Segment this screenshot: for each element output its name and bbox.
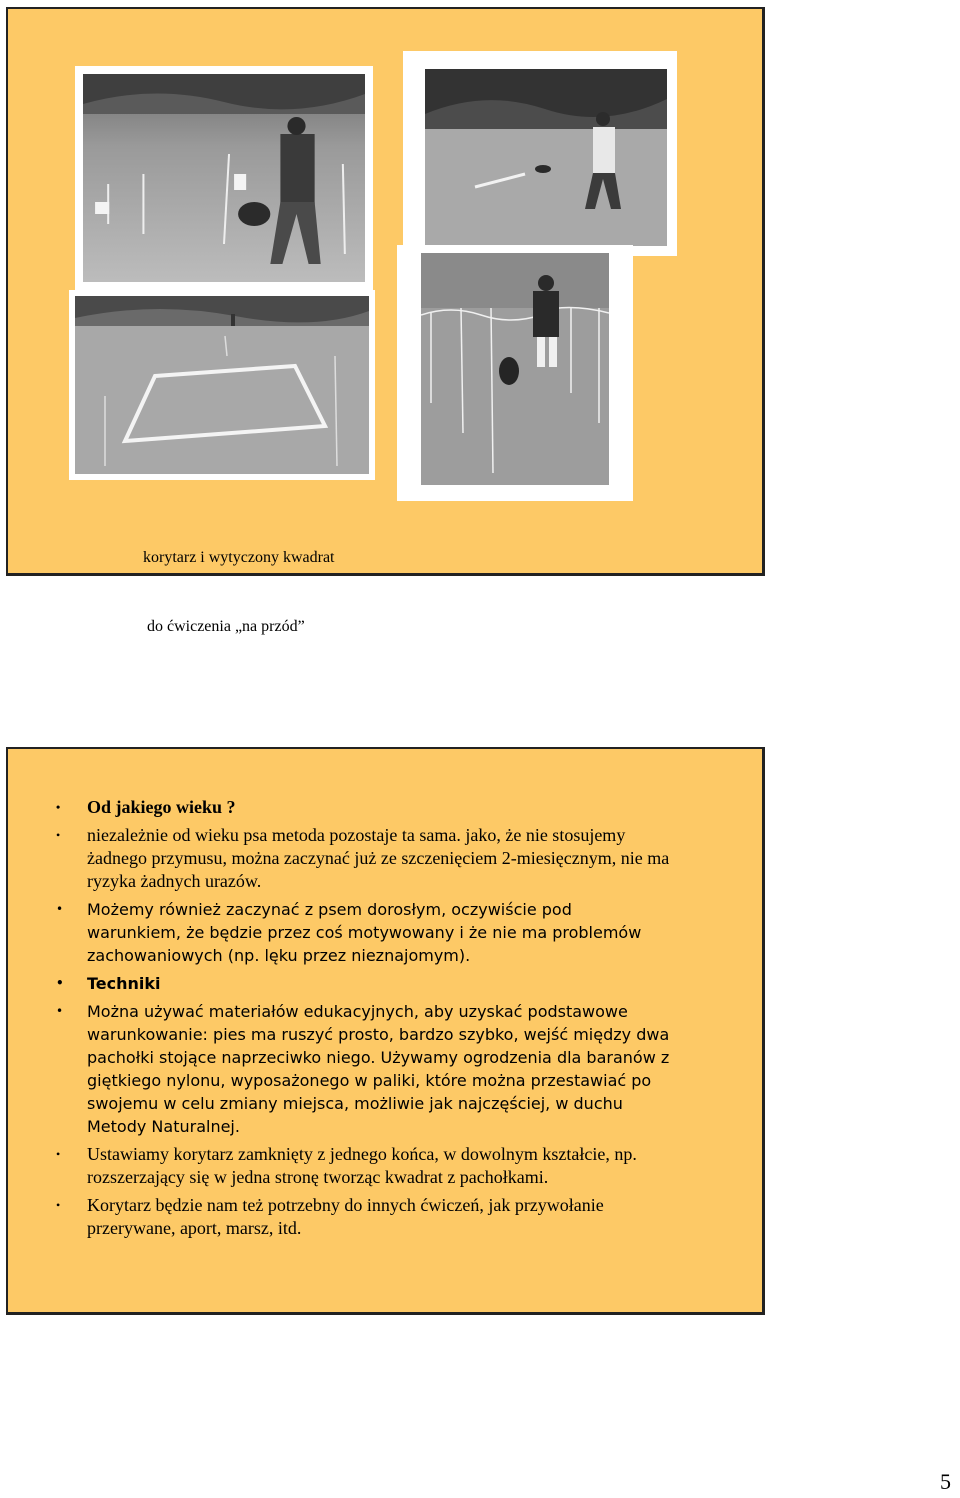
bullet-text: Możemy również zaczynać z psem dorosłym, oczywiście pod warunkiem, że będzie przez coś motywowany i że nie ma problemów zachowaniowych (np. lęku przez nieznajomym). xyxy=(87,900,642,965)
bullet-text: Techniki xyxy=(87,974,161,993)
photo-image xyxy=(83,74,365,282)
bullet-icon: • xyxy=(56,1004,64,1018)
bullet-item-materials xyxy=(50,1000,670,1138)
bullet-text: Ustawiamy korytarz zamknięty z jednego końca, w dowolnym kształcie, np. rozszerzający się w jedna stronę tworząc kwadrat z pachołkami. xyxy=(87,1144,637,1187)
photo-image xyxy=(425,69,667,246)
photo-dog-in-corridor xyxy=(397,245,633,501)
bullet-icon: • xyxy=(56,902,64,916)
bullet-item-techniques xyxy=(50,972,670,995)
bullet-icon: • xyxy=(56,1198,61,1212)
bullet-text: Korytarz będzie nam też potrzebny do innych ćwiczeń, jak przywołanie przerywane, aport, marsz, itd. xyxy=(87,1195,604,1238)
bullet-icon: • xyxy=(56,1147,61,1161)
photo-image xyxy=(421,253,609,485)
bullet-icon: • xyxy=(56,800,61,814)
caption-line: korytarz i wytyczony kwadrat xyxy=(143,549,335,566)
bullet-icon: • xyxy=(56,976,64,990)
photo-square-with-tape xyxy=(69,290,375,480)
photo-handler-walking xyxy=(403,51,677,256)
bullet-icon: • xyxy=(56,828,61,842)
photo-handler-running-with-dog xyxy=(75,66,373,290)
bullet-list xyxy=(50,796,670,1245)
bullet-text: Można używać materiałów edukacyjnych, aby uzyskać podstawowe warunkowanie: pies ma ruszyć prosto, bardzo szybko, wejść między dwa pachołki stojące naprzeciwko niego. Używamy ogrodzenia dla baranów z giętkiego nylonu, wyposażonego w paliki, które można przestawiać po swojemu w celu zmiany miejsca, możliwie jak najczęściej, w duchu Metody Naturalnej. xyxy=(87,1002,670,1136)
page-number: 5 xyxy=(940,1469,951,1494)
bullet-item-corridor xyxy=(50,1143,670,1189)
bullet-item-method xyxy=(50,824,670,893)
photo-image xyxy=(75,296,369,474)
caption-line: do ćwiczenia „na przód” xyxy=(143,618,305,635)
bullet-item-age xyxy=(50,796,670,819)
bullet-item-adult-dog xyxy=(50,898,670,967)
bullet-text: Od jakiego wieku ? xyxy=(87,797,236,817)
photo-caption xyxy=(143,500,334,661)
bullet-item-other-exercises xyxy=(50,1194,670,1240)
bullet-text: niezależnie od wieku psa metoda pozostaje ta sama. jako, że nie stosujemy żadnego przymusu, można zaczynać już ze szczenięciem 2-miesięcznym, nie ma ryzyka żadnych urazów. xyxy=(87,825,670,891)
